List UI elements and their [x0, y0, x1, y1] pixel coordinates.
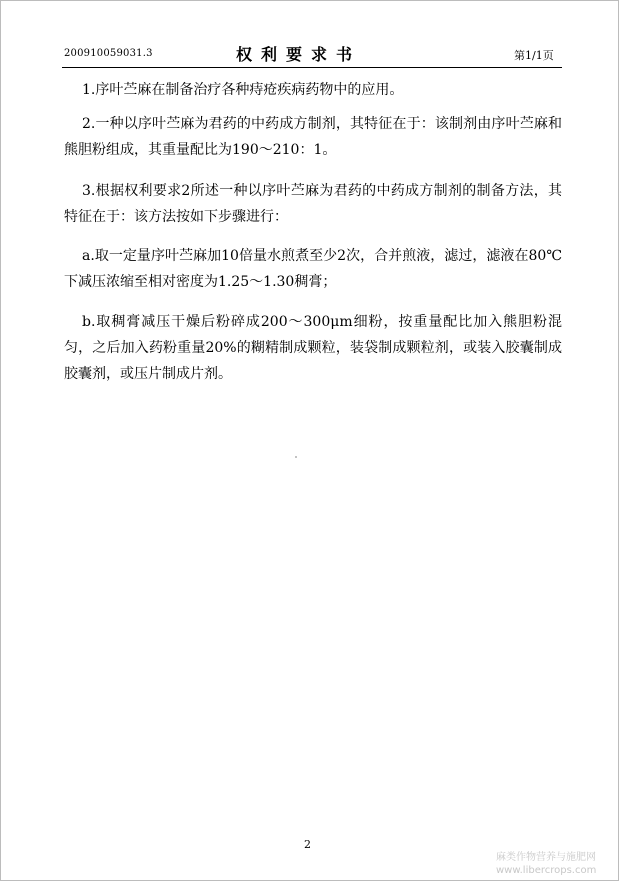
document-title: 权利要求书 [236, 45, 362, 64]
application-number: 200910059031.3 [64, 48, 153, 59]
claim-1: 1.序叶苎麻在制备治疗各种痔疮疾病药物中的应用。 [82, 82, 404, 98]
page-number: 2 [304, 838, 311, 851]
claim-3: 3.根据权利要求2所述一种以序叶苎麻为君药的中药成方制剂的制备方法，其特征在于：该方法按如下步骤进行： [64, 183, 562, 225]
page-indicator: 第1/1页 [514, 49, 554, 62]
watermark-url: www.libercrops.com [496, 865, 597, 876]
claim-3-step-b: b.取稠膏减压干燥后粉碎成200～300μm细粉，按重量配比加入熊胆粉混匀，之后加入药粉重量20%的糊精制成颗粒，装袋制成颗粒剂，或装入胶囊制成胶囊剂，或压片制成片剂。 [64, 314, 562, 382]
claim-3-step-a: a.取一定量序叶苎麻加10倍量水煎煮至少2次，合并煎液，滤过，滤液在80℃下减压浓缩至相对密度为1.25～1.30稠膏； [64, 248, 562, 290]
claim-2: 2.一种以序叶苎麻为君药的中药成方制剂，其特征在于：该制剂由序叶苎麻和熊胆粉组成，其重量配比为190～210：1。 [64, 116, 562, 158]
scan-speck [295, 456, 297, 458]
header-divider [62, 67, 562, 68]
site-watermark [496, 851, 596, 877]
watermark-name: 麻类作物营养与施肥网 [496, 852, 596, 863]
